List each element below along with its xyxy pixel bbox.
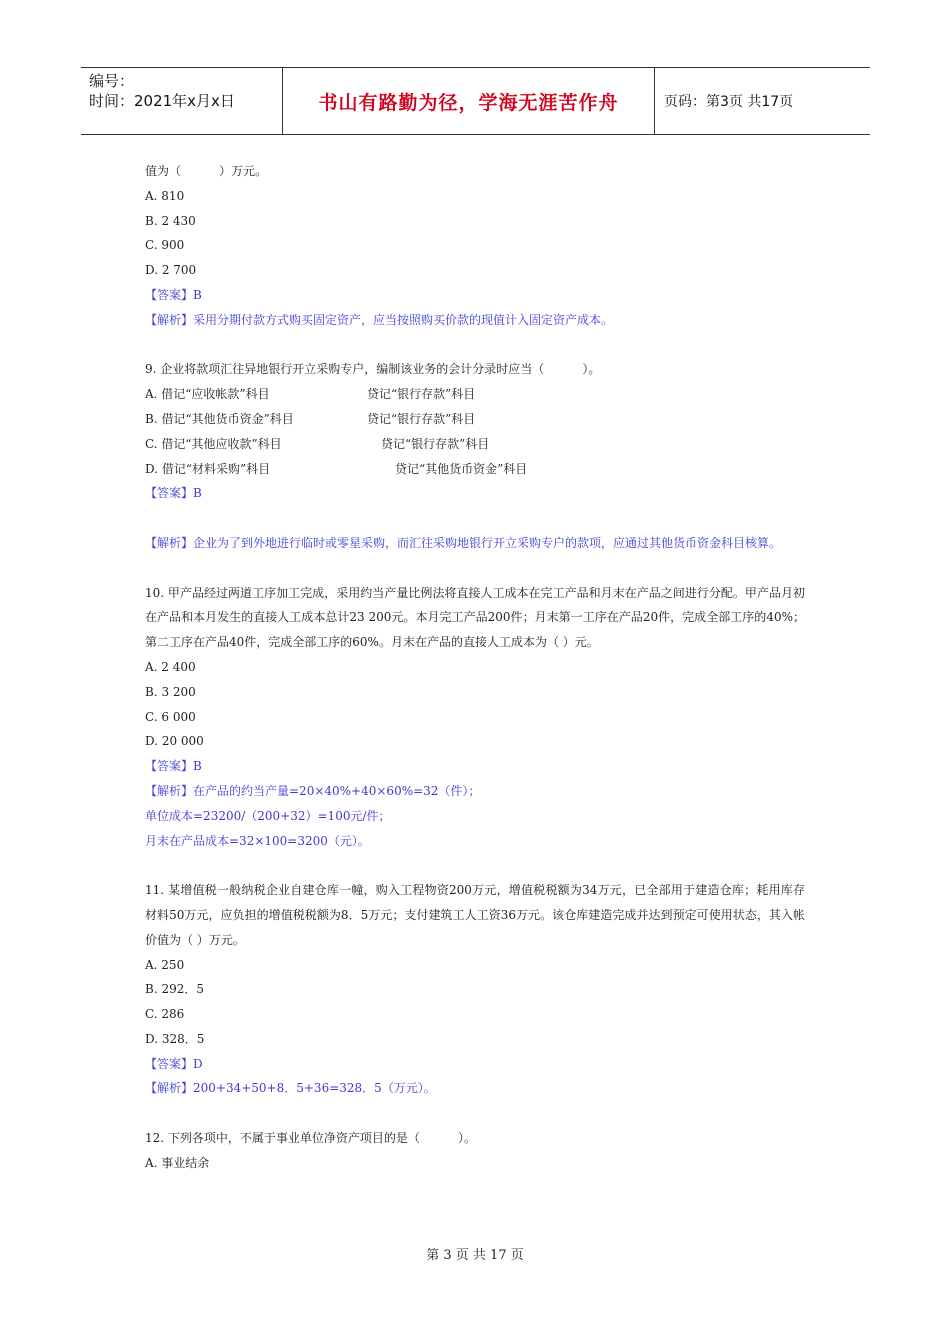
analysis-line: 单位成本=23200/（200+32）=100元/件； [145,808,391,823]
page-footer: 第 3 页 共 17 页 [426,1248,524,1263]
option-credit: 贷记“银行存款”科目 [367,387,476,402]
question-8 [145,159,805,333]
spacer [145,556,805,581]
analysis: 【解析】200+34+50+8．5+36=328．5（万元）。 [145,1081,436,1096]
header-motto: 书山有路勤为径，学海无涯苦作舟 [318,91,619,114]
header-code-label: 编号： [89,72,135,90]
question-stem: 11. 某增值税一般纳税企业自建仓库一幢，购入工程物资200万元，增值税税额为34万元，已全部用于建造仓库；耗用库存材料50万元，应负担的增值税税额为8．5万元；支付建筑工人工资36万元。该仓库建造完成并达到预定可使用状态，其入帐价值为（ ）万元。 [145,883,805,947]
header-meta [81,68,282,134]
option-d [145,457,805,482]
analysis-line: 【解析】在产品的约当产量=20×40%+40×60%=32（件）； [145,783,481,798]
header-page-label: 页码：第3页 共17页 [664,94,794,110]
spacer [145,853,805,878]
option-b: B. 2 430 [145,213,196,228]
option-credit: 贷记“其他货币资金”科目 [395,461,528,476]
question-9 [145,357,805,555]
header-time-label: 时间：2021年x月x日 [89,92,235,110]
question-stem: 值为（ ）万元。 [145,164,268,178]
option-c: C. 286 [145,1007,185,1022]
spacer [145,1101,805,1126]
question-10 [145,581,805,854]
option-a: A. 810 [145,188,185,203]
page-header [81,67,870,135]
option-debit: A. 借记“应收帐款”科目 [145,387,270,402]
document-body [145,159,805,1176]
option-d: D. 328．5 [145,1031,205,1046]
question-11 [145,878,805,1101]
header-page-cell [655,68,870,134]
answer: 【答案】D [145,1056,203,1071]
answer: 【答案】B [145,486,202,501]
analysis: 【解析】企业为了到外地进行临时或零星采购，而汇往采购地银行开立采购专户的款项，应通过其他货币资金科目核算。 [145,535,782,550]
question-stem: 12. 下列各项中，不属于事业单位净资产项目的是（ ）。 [145,1131,477,1146]
spacer [145,333,805,358]
question-stem: 9. 企业将款项汇往异地银行开立采购专户，编制该业务的会计分录时应当（ ）。 [145,362,601,377]
answer: 【答案】B [145,287,202,302]
option-credit: 贷记“银行存款”科目 [367,411,476,426]
option-a: A. 250 [145,957,185,972]
option-d: D. 20 000 [145,734,204,749]
option-d: D. 2 700 [145,263,197,278]
option-credit: 贷记“银行存款”科目 [381,436,490,451]
option-b: B. 3 200 [145,684,196,699]
option-c: C. 900 [145,238,185,253]
answer: 【答案】B [145,759,202,774]
option-c [145,432,805,457]
option-debit: B. 借记“其他货币资金”科目 [145,411,294,426]
option-a: A. 事业结余 [145,1155,210,1170]
analysis: 【解析】采用分期付款方式购买固定资产，应当按照购买价款的现值计入固定资产成本。 [145,312,614,327]
option-a [145,382,805,407]
option-debit: C. 借记“其他应收款”科目 [145,436,282,451]
option-b: B. 292．5 [145,982,204,997]
spacer [145,506,805,531]
option-c: C. 6 000 [145,709,196,724]
option-debit: D. 借记“材料采购”科目 [145,461,271,476]
question-stem: 10. 甲产品经过两道工序加工完成，采用约当产量比例法将直接人工成本在完工产品和月末在产品之间进行分配。甲产品月初在产品和本月发生的直接人工成本总计23 200元。本月完工产品200件；月末第一工序在产品20件，完成全部工序的40%；第二工序在产品40件，完成全部工序的60%。月末在产品的直接人工成本为（ ）元。 [145,585,805,650]
option-b [145,407,805,432]
header-motto-cell [282,68,655,134]
analysis-line: 月末在产品成本=32×100=3200（元）。 [145,833,370,848]
question-12 [145,1126,805,1176]
option-a: A. 2 400 [145,659,196,674]
